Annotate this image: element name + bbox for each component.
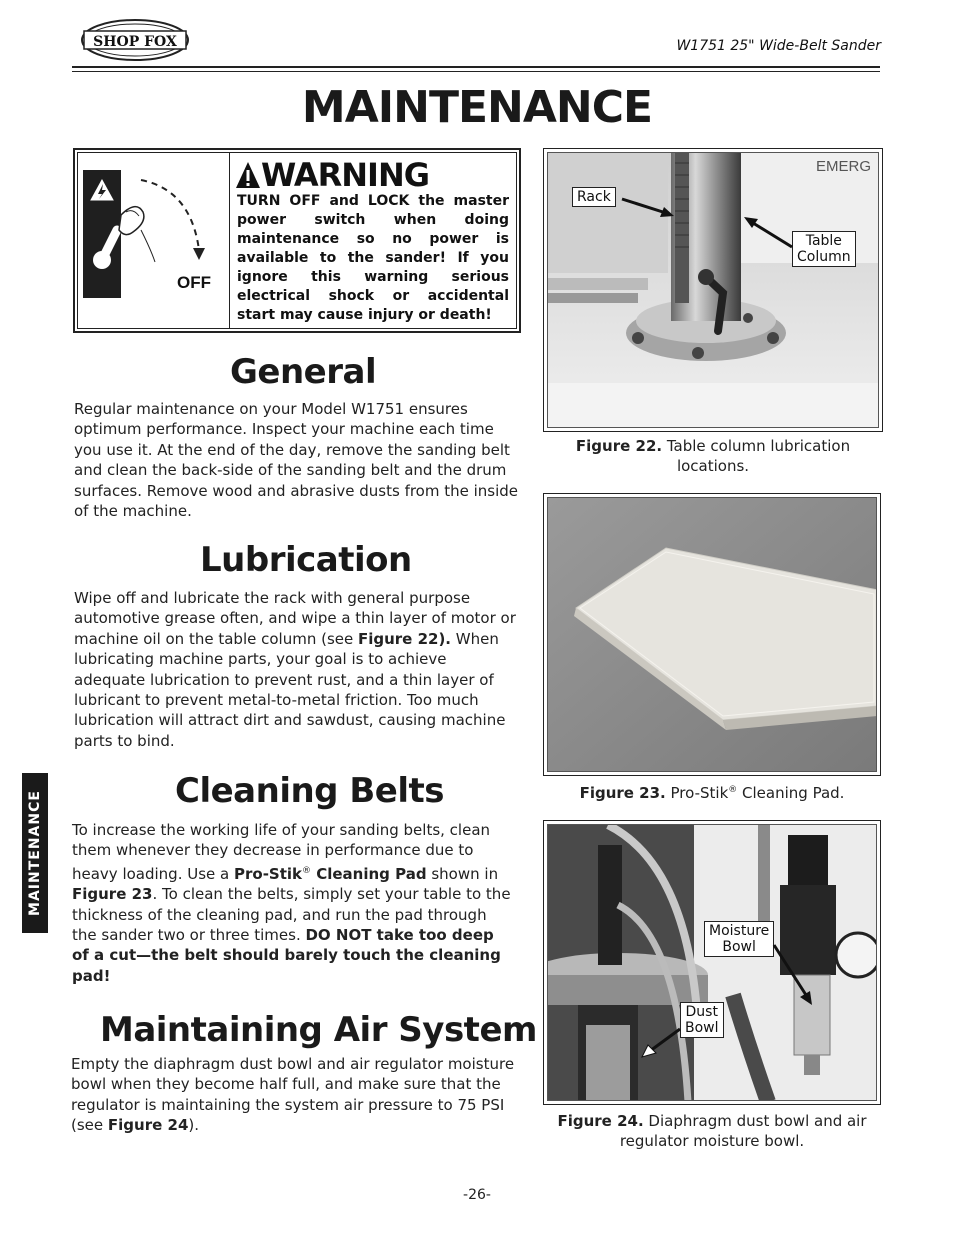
figure-23-photo	[547, 497, 877, 772]
rack-arrow-icon	[660, 207, 674, 217]
callout-moisture-bowl-line-2: Bowl	[722, 939, 756, 955]
figure-23-photo-frame	[543, 493, 881, 776]
figure-24-caption	[543, 1111, 881, 1151]
logo-text: SHOP FOX	[93, 34, 177, 50]
figure-22-label: Figure 22.	[575, 437, 663, 455]
electric-hazard-icon	[91, 180, 113, 200]
callout-dust-bowl-line-1: Dust	[685, 1004, 718, 1020]
figure-23-reference: Figure 23	[72, 885, 153, 904]
hand-icon	[119, 207, 144, 235]
general-text: Regular maintenance on your Model W1751 ensures optimum performance. Inspect your machine each time you use it. At the end of the day, remove the sanding belt and clean the back-side of the sanding belt and the drum surfaces. Remove wood and abrasive dusts from the inside of the machine.	[74, 400, 519, 521]
figure-24-reference: Figure 24	[107, 1116, 189, 1135]
cleaning-text-b: shown in	[426, 864, 499, 883]
figure-24-photo-frame	[543, 820, 881, 1105]
figure-22-caption-text: Table column lubrication locations.	[662, 437, 851, 475]
figure-22-photo	[547, 152, 879, 428]
cleaning-belts-heading: Cleaning Belts	[175, 771, 444, 811]
figure-24-label: Figure 24.	[557, 1112, 644, 1130]
lubrication-text-a: Wipe off and lubricate the rack with general purpose automotive grease often, and wipe a thin layer of motor or machine oil on the table column (see	[74, 589, 516, 648]
figure-23-label: Figure 23.	[579, 784, 666, 802]
air-text-a: Empty the diaphragm dust bowl and air regulator moisture bowl when they become half full, and make sure that the regulator is maintaining the system air pressure to 75 PSI (see	[71, 1055, 515, 1135]
side-tab-label: MAINTENANCE	[27, 790, 43, 916]
figure-22-reference: Figure 22).	[357, 629, 452, 648]
warning-box	[73, 148, 521, 333]
callout-dust-bowl-line-2: Bowl	[685, 1020, 719, 1036]
lubrication-text	[74, 588, 519, 751]
air-system-heading: Maintaining Air System	[100, 1010, 537, 1050]
header-rule-thin	[72, 71, 880, 72]
figure-23-caption-text-a: Pro-Stik	[665, 784, 729, 802]
arrow-down-icon	[193, 248, 205, 260]
callout-table-column-line-1: Table	[805, 233, 842, 249]
warning-divider	[229, 152, 230, 329]
warning-triangle-icon	[235, 161, 261, 189]
cleaning-bold-warning: DO NOT take too deep of a cut—the belt should barely touch the cleaning pad!	[72, 926, 501, 985]
cleaning-text-c: . To clean the belts, simply set your table to the thickness of the cleaning pad, and run the pad through the sander two or three times.	[72, 885, 511, 945]
page-title: MAINTENANCE	[301, 82, 653, 133]
air-system-text	[71, 1054, 516, 1136]
callout-rack: Rack	[572, 187, 616, 207]
document-title: W1751 25" Wide-Belt Sander	[676, 38, 881, 54]
figure-22-caption	[543, 436, 883, 476]
air-text-b: ).	[188, 1116, 200, 1135]
callout-arrows	[548, 153, 879, 428]
header-rule	[72, 66, 880, 68]
side-section-tab	[22, 773, 48, 933]
emergency-label-fragment: EMERG	[816, 158, 872, 175]
callout-table-column-line-2: Column	[797, 249, 851, 265]
figure-22-photo-frame	[543, 148, 883, 432]
cleaning-belts-text	[72, 820, 512, 986]
figure-24-callout-arrows	[548, 825, 877, 1101]
off-label: OFF	[177, 273, 211, 292]
figure-23-caption	[543, 780, 881, 803]
pro-stik-product: Pro-Stik	[234, 864, 303, 883]
lockout-switch-illustration	[81, 170, 226, 310]
page-number: -26-	[463, 1187, 491, 1203]
shop-fox-logo	[80, 18, 190, 62]
figure-23-registered-mark: ®	[728, 785, 738, 795]
registered-mark: ®	[302, 865, 312, 876]
lubrication-text-b: When lubricating machine parts, your goal is to achieve adequate lubrication to prevent rust, and a thin layer of lubricant to prevent metal-to-metal friction. Too much lubrication will attract dirt and sawdust, causing machine parts to bind.	[74, 629, 506, 750]
figure-23-caption-text-b: Cleaning Pad.	[737, 784, 845, 802]
general-heading: General	[230, 352, 377, 392]
lubrication-heading: Lubrication	[200, 540, 412, 580]
figure-24-photo	[547, 824, 877, 1101]
figure-24-caption-text: Diaphragm dust bowl and air regulator moisture bowl.	[619, 1112, 867, 1150]
cleaning-text-a: To increase the working life of your sanding belts, clean them whenever they decrease in performance due to heavy loading. Use a	[72, 821, 491, 883]
callout-moisture-bowl-line-1: Moisture	[709, 923, 770, 939]
warning-heading-text: WARNING	[261, 156, 429, 194]
warning-heading	[235, 156, 429, 194]
warning-text: TURN OFF and LOCK the master power switch when doing maintenance so no power is available to the sander! If you ignore this warning serious electrical shock or accidental start may cause injury or death!	[237, 193, 509, 323]
cleaning-pad-product: Cleaning Pad	[311, 864, 427, 883]
